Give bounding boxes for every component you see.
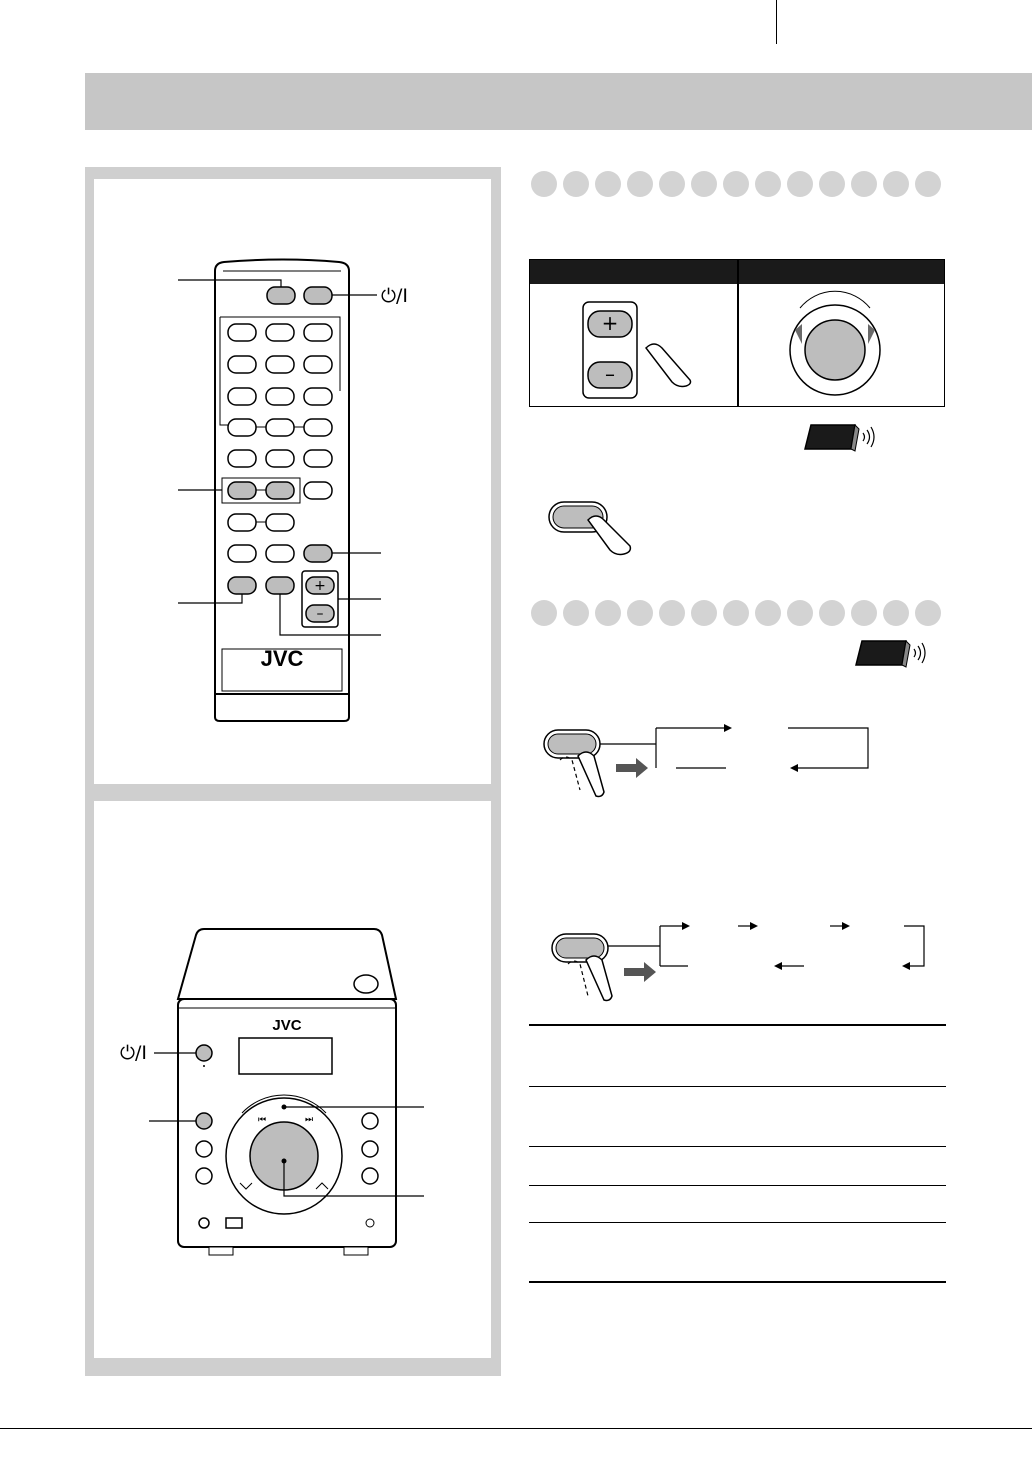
finger-icon bbox=[578, 752, 604, 797]
unit-headphone-jack bbox=[199, 1218, 209, 1228]
finger-icon bbox=[588, 516, 630, 555]
remote-power-button bbox=[304, 287, 332, 304]
cycle-diagram-2 bbox=[548, 916, 938, 1006]
remote-only-badge-1 bbox=[803, 421, 875, 453]
crop-mark-top bbox=[776, 0, 777, 44]
crop-mark-bottom bbox=[0, 1428, 1032, 1429]
unit-display bbox=[239, 1038, 332, 1074]
volume-dial-knob bbox=[805, 320, 865, 380]
remote-brand: JVC bbox=[260, 646, 304, 671]
remote-gray-button-bottom-mid bbox=[266, 577, 294, 594]
unit-right-button-1 bbox=[362, 1113, 378, 1129]
volume-minus-label: – bbox=[605, 362, 615, 386]
remote-plus-label: + bbox=[314, 578, 326, 594]
remote-base bbox=[215, 694, 349, 721]
unit-power-label: ⏻/I bbox=[120, 1042, 148, 1064]
section-heading-dots-1 bbox=[531, 171, 941, 197]
volume-table bbox=[529, 259, 945, 407]
finger-icon bbox=[586, 956, 612, 1001]
unit-right-button-2 bbox=[362, 1141, 378, 1157]
table-rule-1 bbox=[529, 1086, 946, 1087]
remote-diagram bbox=[94, 179, 491, 784]
remote-power-label: ⏻/I bbox=[381, 285, 409, 307]
unit-top-sensor bbox=[354, 975, 378, 993]
unit-right-button-3 bbox=[362, 1168, 378, 1184]
press-button-diagram bbox=[546, 498, 636, 562]
table-rule-top bbox=[529, 1024, 946, 1026]
remote-gray-button-bottom-left bbox=[228, 577, 256, 594]
table-rule-bottom bbox=[529, 1281, 946, 1283]
title-bar bbox=[85, 73, 1032, 130]
unit-button-2 bbox=[196, 1141, 212, 1157]
unit-gray-button bbox=[196, 1113, 212, 1129]
finger-icon bbox=[646, 344, 691, 387]
unit-next-symbol: ⏭ bbox=[304, 1115, 314, 1125]
volume-table-diagrams bbox=[530, 284, 944, 406]
table-rule-4 bbox=[529, 1222, 946, 1223]
table-rule-2 bbox=[529, 1146, 946, 1147]
remote-minus-label: – bbox=[316, 606, 324, 622]
unit-power-button bbox=[196, 1045, 212, 1061]
unit-sensor bbox=[366, 1219, 374, 1227]
unit-diagram bbox=[94, 801, 491, 1358]
unit-usb-port bbox=[226, 1218, 242, 1228]
section-heading-dots-2 bbox=[531, 600, 941, 626]
table-rule-3 bbox=[529, 1185, 946, 1186]
remote-gray-button-right bbox=[304, 545, 332, 562]
remote-gray-button-2 bbox=[266, 482, 294, 499]
volume-table-header-unit bbox=[739, 260, 944, 284]
remote-top-button-left bbox=[267, 287, 295, 304]
arrow-right-icon bbox=[624, 962, 656, 982]
arrow-right-icon bbox=[616, 758, 648, 778]
unit-button-3 bbox=[196, 1168, 212, 1184]
remote-gray-button-1 bbox=[228, 482, 256, 499]
volume-table-header-remote bbox=[530, 260, 737, 284]
remote-only-badge-2 bbox=[854, 637, 926, 669]
unit-brand: JVC bbox=[272, 1017, 302, 1034]
unit-prev-symbol: ⏮ bbox=[257, 1115, 267, 1125]
cycle-diagram-1 bbox=[540, 720, 880, 820]
volume-plus-label: + bbox=[601, 311, 619, 335]
